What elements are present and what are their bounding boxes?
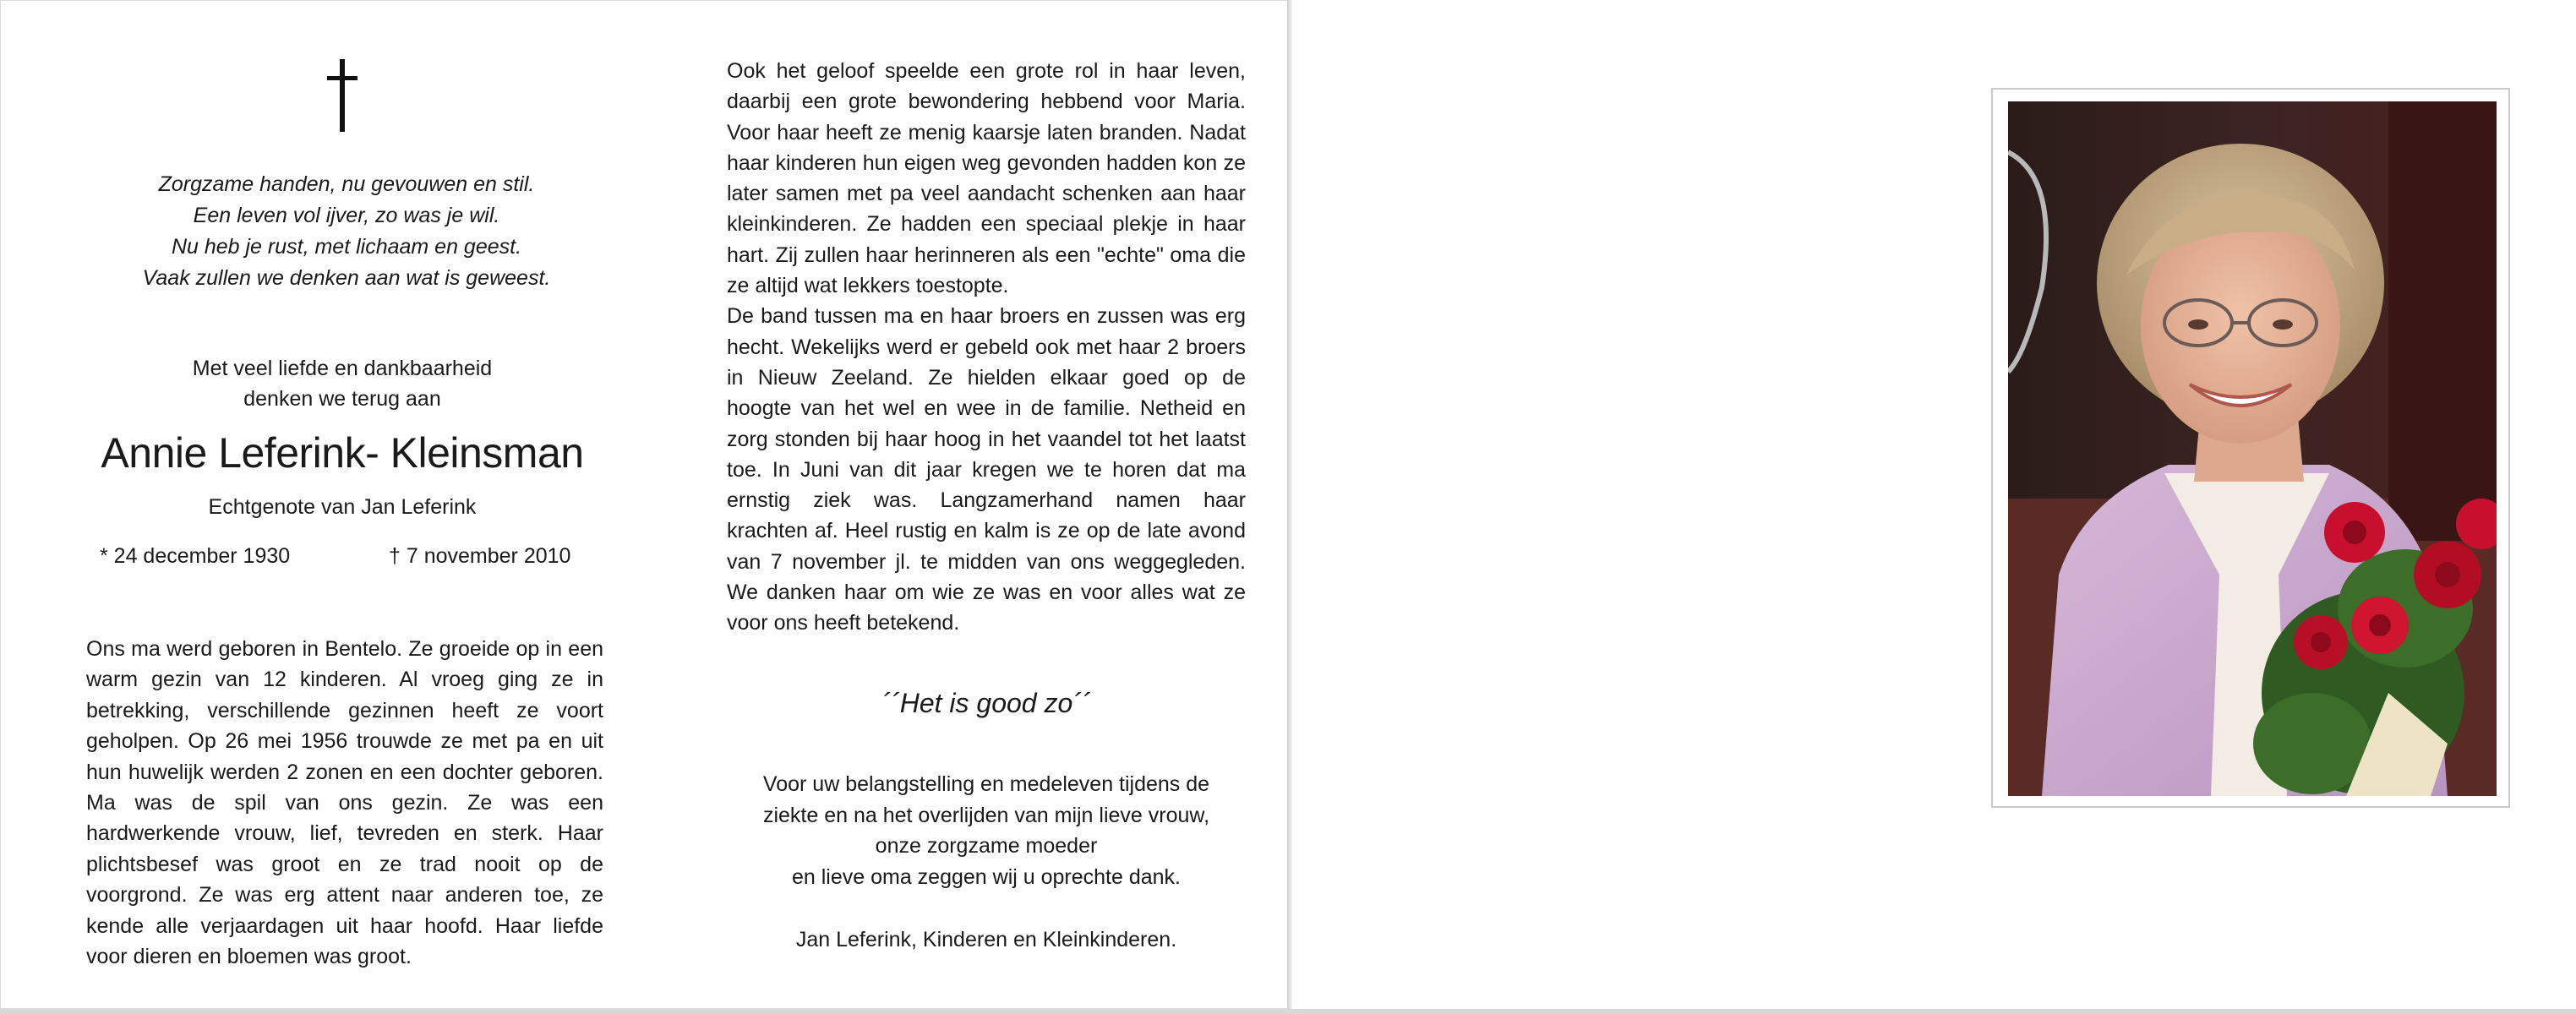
thanks-text xyxy=(727,769,1246,892)
poem-line: Vaak zullen we denken aan wat is geweest. xyxy=(142,266,551,290)
intro-line: Met veel liefde en dankbaarheid xyxy=(192,357,493,380)
cross-icon xyxy=(325,59,359,132)
portrait-photo xyxy=(2008,101,2497,796)
biography-text: Ons ma werd geboren in Bentelo. Ze groeide op in een warm gezin van 12 kinderen. Al vroeg ging ze in betrekking, verschillende gezinnen heeft ze voort geholpen. Op 26 mei 1956 trouwde ze met pa en uit hun huwelijk werden 2 zonen en een dochter geboren. Ma was de spil van ons gezin. Ze was een hardwerkende vrouw, lief, tevreden en sterk. Haar plichtsbesef was groot en ze trad nooit op de voorgrond. Ze was erg attent naar anderen toe, ze kende alle verjaardagen uit haar hoofd. Haar liefde voor dieren en bloemen was groot. xyxy=(86,637,603,969)
thanks-line: en lieve oma zeggen wij u oprechte dank. xyxy=(791,864,1181,889)
poem xyxy=(85,169,609,294)
intro-line: denken we terug aan xyxy=(243,387,441,411)
deceased-name: Annie Leferink- Kleinsman xyxy=(101,429,584,477)
death-date: † 7 november 2010 xyxy=(389,544,571,568)
birth-date: * 24 december 1930 xyxy=(100,544,291,568)
story-paragraph: De band tussen ma en haar broers en zussen was erg hecht. Wekelijks werd er gebeld ook met haar 2 broers in Nieuw Zeeland. Ze hielden elkaar goed op de hoogte van het wel en wee in de familie. Netheid en zorg stonden bij haar hoog in het vaandel tot het laatst toe. In Juni van dit jaar kregen we te horen dat ma ernstig ziek was. Langzamerhand namen haar krachten af. Heel rustig en kalm is ze op de late avond van 7 november jl. te midden van ons weggegleden. We danken haar om wie ze was en voor alles wat ze voor ons heeft betekend. xyxy=(727,304,1246,635)
thanks-line: ziekte en na het overlijden van mijn lieve vrouw, xyxy=(762,803,1210,827)
quote-text: ´´Het is good zo´´ xyxy=(881,688,1091,718)
poem-line: Zorgzame handen, nu gevouwen en stil. xyxy=(158,172,535,196)
signature-text: Jan Leferink, Kinderen en Kleinkinderen. xyxy=(795,928,1177,951)
poem-line: Een leven vol ijver, zo was je wil. xyxy=(193,204,500,227)
story-column xyxy=(727,56,1246,639)
thanks-line: onze zorgzame moeder xyxy=(875,834,1098,858)
intro-text xyxy=(85,353,600,414)
thanks-line: Voor uw belangstelling en medeleven tijdens de xyxy=(762,772,1210,796)
spouse-line: Echtgenote van Jan Leferink xyxy=(208,495,477,519)
story-paragraph: Ook het geloof speelde een grote rol in haar leven, daarbij een grote bewondering hebbend voor Maria. Voor haar heeft ze menig kaarsje laten branden. Nadat haar kinderen hun eigen weg gevonden hadden kon ze later samen met pa veel aandacht schenken aan haar kleinkinderen. Ze hadden een speciaal plekje in haar hart. Zij zullen haar herinneren als een "echte" oma die ze altijd wat lekkers toestopte. xyxy=(727,59,1246,298)
poem-line: Nu heb je rust, met lichaam en geest. xyxy=(171,235,522,259)
bottom-edge xyxy=(0,1009,2576,1014)
